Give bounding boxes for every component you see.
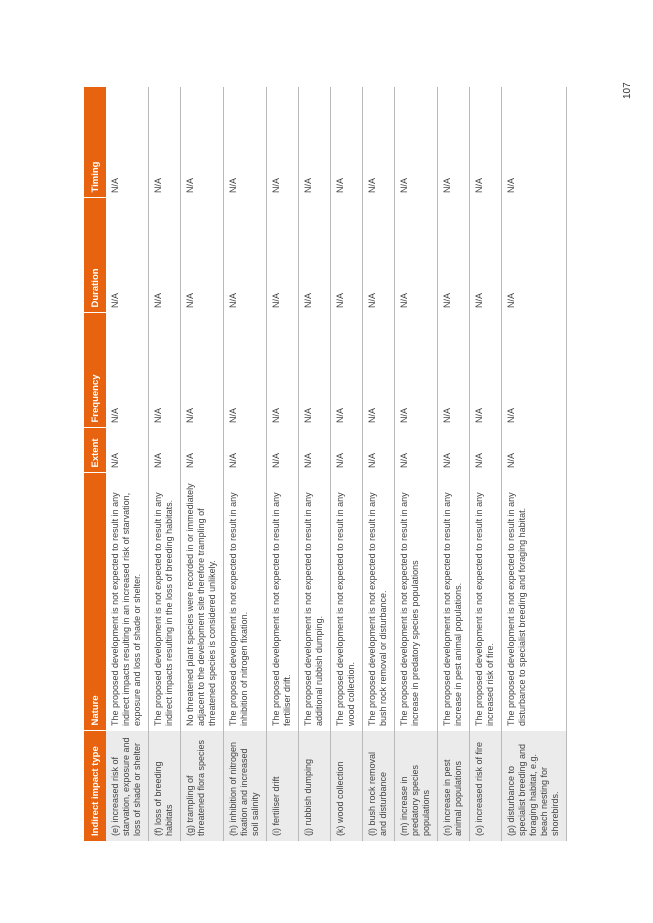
header-frequency: Frequency [84,313,106,428]
frequency-cell: N/A [181,313,224,428]
duration-cell: N/A [502,198,567,313]
table-header-row [84,87,106,841]
impact-table-container [84,87,609,841]
impact-type-cell: (m) increase in predatory species populations [395,731,438,841]
impact-type-cell: (g) trampling of threatened flora species [181,731,224,841]
extent-cell: N/A [363,428,395,473]
extent-cell: N/A [470,428,502,473]
table-row [224,87,267,841]
nature-cell: The proposed development is not expected to result in any increase in predatory species populations [395,473,438,731]
extent-cell: N/A [181,428,224,473]
header-impact-type: Indirect impact type [84,731,106,841]
timing-cell: N/A [395,87,438,198]
duration-cell: N/A [181,198,224,313]
table-row [331,87,363,841]
table-row [106,87,149,841]
timing-cell: N/A [106,87,149,198]
duration-cell: N/A [331,198,363,313]
duration-cell: N/A [149,198,181,313]
impact-type-cell: (k) wood collection [331,731,363,841]
frequency-cell: N/A [299,313,331,428]
extent-cell: N/A [149,428,181,473]
header-extent: Extent [84,428,106,473]
impact-type-cell: (l) bush rock removal and disturbance [363,731,395,841]
impact-type-cell: (i) fertiliser drift [267,731,299,841]
page-number: 107 [622,82,633,100]
extent-cell: N/A [299,428,331,473]
table-row [502,87,567,841]
duration-cell: N/A [395,198,438,313]
frequency-cell: N/A [502,313,567,428]
table-row [470,87,502,841]
frequency-cell: N/A [149,313,181,428]
timing-cell: N/A [181,87,224,198]
timing-cell: N/A [299,87,331,198]
frequency-cell: N/A [395,313,438,428]
duration-cell: N/A [267,198,299,313]
nature-cell: The proposed development is not expected to result in any wood collection. [331,473,363,731]
impact-type-cell: (n) increase in pest animal populations [438,731,470,841]
table-row [299,87,331,841]
duration-cell: N/A [363,198,395,313]
timing-cell: N/A [224,87,267,198]
nature-cell: The proposed development is not expected to result in any increase in pest animal populations. [438,473,470,731]
nature-cell: The proposed development is not expected to result in any indirect impacts resulting in the loss of breeding habitats. [149,473,181,731]
extent-cell: N/A [331,428,363,473]
impact-type-cell: (f) loss of breeding habitats [149,731,181,841]
impact-type-cell: (h) inhibition of nitrogen fixation and increased soil salinity [224,731,267,841]
header-timing: Timing [84,87,106,198]
indirect-impact-table [84,87,567,842]
table-row [363,87,395,841]
duration-cell: N/A [106,198,149,313]
timing-cell: N/A [363,87,395,198]
timing-cell: N/A [438,87,470,198]
timing-cell: N/A [502,87,567,198]
timing-cell: N/A [470,87,502,198]
nature-cell: The proposed development is not expected to result in any indirect impacts resulting in an increased risk of starvation, exposure and loss of shade or shelter. [106,473,149,731]
frequency-cell: N/A [363,313,395,428]
table-body [106,87,567,841]
impact-type-cell: (e) increased risk of starvation, exposure and loss of shade or shelter [106,731,149,841]
frequency-cell: N/A [106,313,149,428]
frequency-cell: N/A [224,313,267,428]
nature-cell: The proposed development is not expected to result in any fertiliser drift. [267,473,299,731]
frequency-cell: N/A [470,313,502,428]
nature-cell: The proposed development is not expected to result in any additional rubbish dumping. [299,473,331,731]
extent-cell: N/A [438,428,470,473]
timing-cell: N/A [331,87,363,198]
extent-cell: N/A [395,428,438,473]
extent-cell: N/A [106,428,149,473]
table-row [149,87,181,841]
impact-type-cell: (j) rubbish dumping [299,731,331,841]
frequency-cell: N/A [331,313,363,428]
nature-cell: The proposed development is not expected to result in any increased risk of fire. [470,473,502,731]
extent-cell: N/A [502,428,567,473]
timing-cell: N/A [149,87,181,198]
table-row [267,87,299,841]
impact-type-cell: (o) increased risk of fire [470,731,502,841]
timing-cell: N/A [267,87,299,198]
frequency-cell: N/A [438,313,470,428]
duration-cell: N/A [438,198,470,313]
table-row [395,87,438,841]
header-nature: Nature [84,473,106,731]
table-row [181,87,224,841]
nature-cell: The proposed development is not expected to result in any inhibition of nitrogen fixation. [224,473,267,731]
duration-cell: N/A [224,198,267,313]
duration-cell: N/A [299,198,331,313]
nature-cell: The proposed development is not expected to result in any bush rock removal or disturbance. [363,473,395,731]
header-duration: Duration [84,198,106,313]
table-row [438,87,470,841]
nature-cell: No threatened plant species were recorded in or immediately adjacent to the development site therefore trampling of threatened species is considered unlikely. [181,473,224,731]
frequency-cell: N/A [267,313,299,428]
impact-type-cell: (p) disturbance to specialist breeding and foraging habitat, e.g. beach nesting for shorebirds. [502,731,567,841]
nature-cell: The proposed development is not expected to result in any disturbance to specialist breeding and foraging habitat. [502,473,567,731]
duration-cell: N/A [470,198,502,313]
extent-cell: N/A [267,428,299,473]
extent-cell: N/A [224,428,267,473]
